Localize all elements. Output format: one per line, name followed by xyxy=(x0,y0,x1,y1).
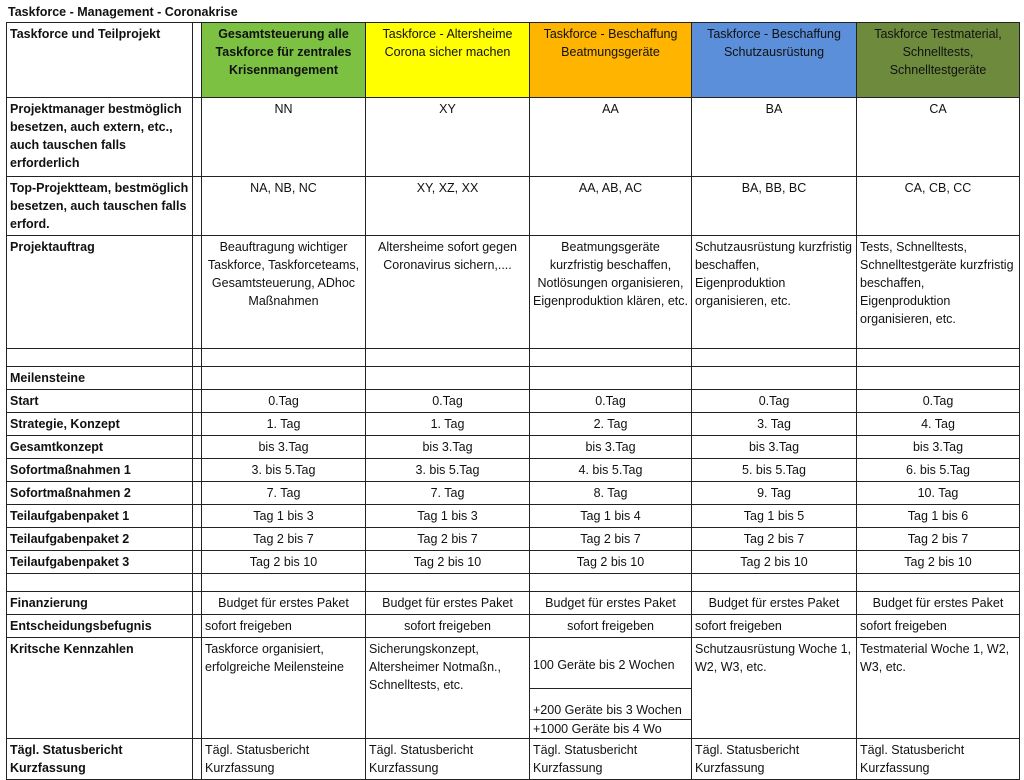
cell: 9. Tag xyxy=(692,482,857,505)
cell: Schutzausrüstung Woche 1, W2, W3, etc. xyxy=(692,638,857,739)
cell: sofort freigeben xyxy=(530,615,692,638)
cell: Tägl. Statusbericht Kurzfassung xyxy=(857,739,1020,780)
cell: NA, NB, NC xyxy=(202,177,366,236)
milestone-row xyxy=(7,436,1020,459)
cell: AA xyxy=(530,98,692,177)
kpi-line: +200 Geräte bis 3 Wochen xyxy=(530,688,691,719)
cell: BA, BB, BC xyxy=(692,177,857,236)
header-gesamtsteuerung: Gesamtsteuerung alle Taskforce für zentrales Krisenmangement xyxy=(202,23,366,98)
milestone-row xyxy=(7,551,1020,574)
cell: Tägl. Statusbericht Kurzfassung xyxy=(692,739,857,780)
row-label: Kritsche Kennzahlen xyxy=(7,638,193,739)
cell: CA, CB, CC xyxy=(857,177,1020,236)
cell: Tag 1 bis 3 xyxy=(366,505,530,528)
cell: Schutzausrüstung kurzfristig beschaffen, Eigenproduktion organisieren, etc. xyxy=(692,236,857,349)
cell: XY, XZ, XX xyxy=(366,177,530,236)
cell: Testmaterial Woche 1, W2, W3, etc. xyxy=(857,638,1020,739)
row-label: Teilaufgabenpaket 1 xyxy=(7,505,193,528)
cell: Tag 1 bis 6 xyxy=(857,505,1020,528)
cell: Tag 2 bis 7 xyxy=(530,528,692,551)
cell: Budget für erstes Paket xyxy=(202,592,366,615)
kpi-cell-beatmung xyxy=(530,638,692,739)
table-row xyxy=(7,236,1020,349)
header-row xyxy=(7,23,1020,98)
milestone-row xyxy=(7,505,1020,528)
cell: Tag 1 bis 3 xyxy=(202,505,366,528)
header-label: Taskforce und Teilprojekt xyxy=(7,23,193,98)
table-row xyxy=(7,177,1020,236)
row-label: Sofortmaßnahmen 1 xyxy=(7,459,193,482)
cell: 7. Tag xyxy=(202,482,366,505)
cell: Tag 1 bis 4 xyxy=(530,505,692,528)
row-label: Sofortmaßnahmen 2 xyxy=(7,482,193,505)
cell: Budget für erstes Paket xyxy=(530,592,692,615)
cell: Tag 2 bis 10 xyxy=(366,551,530,574)
milestones-heading: Meilensteine xyxy=(7,367,193,390)
cell: Taskforce organisiert, erfolgreiche Meilensteine xyxy=(202,638,366,739)
row-label: Projektauftrag xyxy=(7,236,193,349)
cell: 5. bis 5.Tag xyxy=(692,459,857,482)
cell: NN xyxy=(202,98,366,177)
cell: BA xyxy=(692,98,857,177)
cell: Tag 2 bis 10 xyxy=(202,551,366,574)
cell: Tag 2 bis 7 xyxy=(366,528,530,551)
milestone-row xyxy=(7,390,1020,413)
milestone-row xyxy=(7,459,1020,482)
cell: Altersheime sofort gegen Coronavirus sichern,.... xyxy=(366,236,530,349)
cell: 0.Tag xyxy=(530,390,692,413)
cell: sofort freigeben xyxy=(366,615,530,638)
cell: sofort freigeben xyxy=(857,615,1020,638)
cell: Tag 2 bis 7 xyxy=(857,528,1020,551)
row-label: Projektmanager bestmöglich besetzen, auch extern, etc., auch tauschen falls erforderlich xyxy=(7,98,193,177)
row-label: Entscheidungsbefugnis xyxy=(7,615,193,638)
row-label: Teilaufgabenpaket 2 xyxy=(7,528,193,551)
gap-cell xyxy=(193,236,202,349)
cell: sofort freigeben xyxy=(692,615,857,638)
decision-row xyxy=(7,615,1020,638)
row-label: Start xyxy=(7,390,193,413)
row-label: Teilaufgabenpaket 3 xyxy=(7,551,193,574)
row-label: Finanzierung xyxy=(7,592,193,615)
empty-row xyxy=(7,574,1020,592)
cell: Sicherungskonzept, Altersheimer Notmaßn., Schnelltests, etc. xyxy=(366,638,530,739)
cell: 3. Tag xyxy=(692,413,857,436)
page-title: Taskforce - Management - Coronakrise xyxy=(8,5,238,19)
cell: Tägl. Statusbericht Kurzfassung xyxy=(530,739,692,780)
status-row xyxy=(7,739,1020,780)
cell: 10. Tag xyxy=(857,482,1020,505)
cell: sofort freigeben xyxy=(202,615,366,638)
taskforce-table xyxy=(6,22,1020,780)
gap-cell xyxy=(193,98,202,177)
cell: Tägl. Statusbericht Kurzfassung xyxy=(202,739,366,780)
cell: 0.Tag xyxy=(692,390,857,413)
cell: Budget für erstes Paket xyxy=(857,592,1020,615)
kpi-line: 100 Geräte bis 2 Wochen xyxy=(533,658,675,672)
cell: 1. Tag xyxy=(366,413,530,436)
gap-cell xyxy=(193,23,202,98)
row-label: Tägl. Statusbericht Kurzfassung xyxy=(7,739,193,780)
cell: Tag 1 bis 5 xyxy=(692,505,857,528)
cell: Budget für erstes Paket xyxy=(692,592,857,615)
empty-row xyxy=(7,349,1020,367)
milestone-row xyxy=(7,528,1020,551)
header-schutzausruestung: Taskforce - Beschaffung Schutzausrüstung xyxy=(692,23,857,98)
cell: Beatmungsgeräte kurzfristig beschaffen, Notlösungen organisieren, Eigenproduktion klären, etc. xyxy=(530,236,692,349)
row-label: Top-Projektteam, bestmöglich besetzen, auch tauschen falls erford. xyxy=(7,177,193,236)
cell: 8. Tag xyxy=(530,482,692,505)
cell: XY xyxy=(366,98,530,177)
cell: Tag 2 bis 10 xyxy=(692,551,857,574)
cell: CA xyxy=(857,98,1020,177)
finance-row xyxy=(7,592,1020,615)
cell: 3. bis 5.Tag xyxy=(366,459,530,482)
header-testmaterial: Taskforce Testmaterial, Schnelltests, Schnelltestgeräte xyxy=(857,23,1020,98)
cell: 0.Tag xyxy=(366,390,530,413)
header-altersheime: Taskforce - Altersheime Corona sicher machen xyxy=(366,23,530,98)
cell: 0.Tag xyxy=(202,390,366,413)
cell: bis 3.Tag xyxy=(530,436,692,459)
cell: Beauftragung wichtiger Taskforce, Taskforceteams, Gesamtsteuerung, ADhoc Maßnahmen xyxy=(202,236,366,349)
cell: 0.Tag xyxy=(857,390,1020,413)
cell: 4. bis 5.Tag xyxy=(530,459,692,482)
cell: 4. Tag xyxy=(857,413,1020,436)
row-label: Strategie, Konzept xyxy=(7,413,193,436)
milestone-row xyxy=(7,413,1020,436)
cell: Tägl. Statusbericht Kurzfassung xyxy=(366,739,530,780)
cell: bis 3.Tag xyxy=(202,436,366,459)
cell: Tests, Schnelltests, Schnelltestgeräte kurzfristig beschaffen, Eigenproduktion organisieren, etc. xyxy=(857,236,1020,349)
cell: Budget für erstes Paket xyxy=(366,592,530,615)
row-label: Gesamtkonzept xyxy=(7,436,193,459)
cell: 2. Tag xyxy=(530,413,692,436)
table-row xyxy=(7,98,1020,177)
kpi-line: +1000 Geräte bis 4 Wo xyxy=(530,719,691,738)
cell: Tag 2 bis 10 xyxy=(530,551,692,574)
kpi-row xyxy=(7,638,1020,739)
cell: 1. Tag xyxy=(202,413,366,436)
cell: 3. bis 5.Tag xyxy=(202,459,366,482)
milestones-heading-row xyxy=(7,367,1020,390)
cell: bis 3.Tag xyxy=(857,436,1020,459)
cell: Tag 2 bis 10 xyxy=(857,551,1020,574)
cell: Tag 2 bis 7 xyxy=(692,528,857,551)
cell: AA, AB, AC xyxy=(530,177,692,236)
cell: 7. Tag xyxy=(366,482,530,505)
header-beatmungsgeraete: Taskforce - Beschaffung Beatmungsgeräte xyxy=(530,23,692,98)
cell: 6. bis 5.Tag xyxy=(857,459,1020,482)
gap-cell xyxy=(193,177,202,236)
cell: Tag 2 bis 7 xyxy=(202,528,366,551)
cell: bis 3.Tag xyxy=(692,436,857,459)
milestone-row xyxy=(7,482,1020,505)
cell: bis 3.Tag xyxy=(366,436,530,459)
